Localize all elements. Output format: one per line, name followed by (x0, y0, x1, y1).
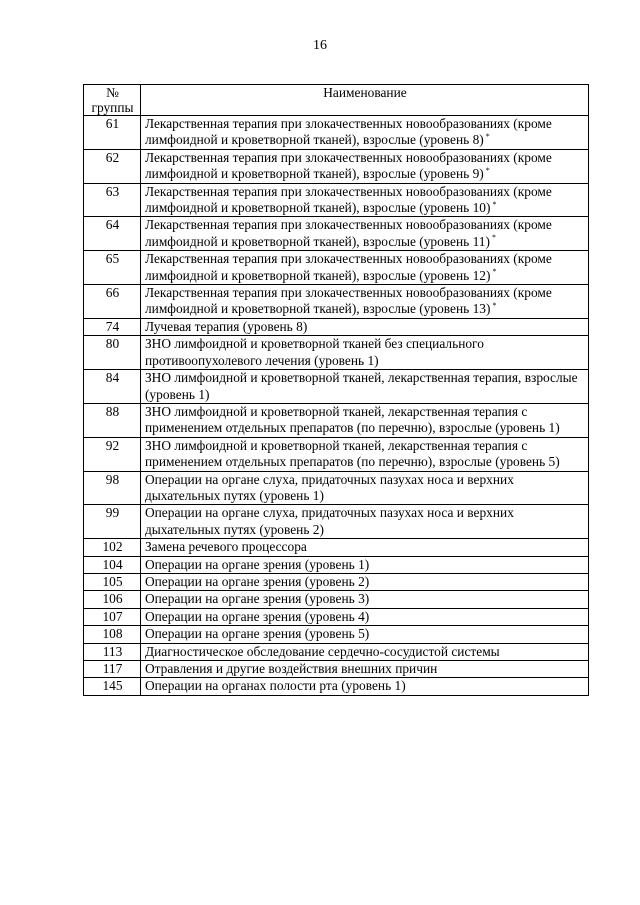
group-name-text: Лекарственная терапия при злокачественных новообразованиях (кроме лимфоидной и кроветворной тканей), взрослые (уровень 9) (144, 149, 552, 182)
group-number-cell: 74 (84, 318, 141, 335)
group-number-cell: 102 (84, 539, 141, 556)
group-name-cell (140, 251, 588, 285)
group-name-cell (140, 285, 588, 319)
table-row (84, 370, 589, 404)
group-name-text: Лучевая терапия (уровень 8) (144, 318, 308, 334)
group-name-cell (140, 573, 588, 590)
table-row (84, 437, 589, 471)
group-number-cell: 66 (84, 285, 141, 319)
group-number-cell: 108 (84, 626, 141, 643)
group-name-cell (140, 318, 588, 335)
group-name-cell (140, 661, 588, 678)
group-name-text: Операции на органе слуха, придаточных пазухах носа и верхних дыхательных путях (уровень 1) (144, 471, 514, 503)
group-name-cell (140, 556, 588, 573)
groups-table (83, 84, 589, 696)
group-number-cell: 105 (84, 573, 141, 590)
group-name-text: Операции на органе зрения (уровень 1) (144, 556, 370, 572)
table-row (84, 573, 589, 590)
group-name-text: Операции на органе зрения (уровень 3) (144, 591, 370, 607)
header-group-number (84, 85, 141, 116)
group-name-text: Диагностическое обследование сердечно-сосудистой системы (144, 643, 500, 659)
table-row (84, 285, 589, 319)
table-row (84, 471, 589, 505)
table-row (84, 336, 589, 370)
table-row (84, 556, 589, 573)
table-row (84, 149, 589, 183)
table-header-row (84, 85, 589, 116)
footnote-marker: * (485, 165, 490, 175)
group-name-cell (140, 608, 588, 625)
table-row (84, 591, 589, 608)
group-name-text: ЗНО лимфоидной и кроветворной тканей без специального противоопухолевого лечения (уровень 1) (144, 336, 484, 368)
header-number-sign: № (106, 85, 119, 100)
group-number-cell: 99 (84, 505, 141, 539)
group-number-cell: 63 (84, 183, 141, 217)
group-number-cell: 64 (84, 217, 141, 251)
table-row (84, 183, 589, 217)
group-name-text: ЗНО лимфоидной и кроветворной тканей, лекарственная терапия, взрослые (уровень 1) (144, 370, 578, 402)
group-name-cell (140, 626, 588, 643)
group-name-cell (140, 217, 588, 251)
group-name-text: ЗНО лимфоидной и кроветворной тканей, лекарственная терапия с применением отдельных препаратов (по перечню), взрослые (уровень 5) (144, 437, 560, 470)
group-name-text: Лекарственная терапия при злокачественных новообразованиях (кроме лимфоидной и кроветворной тканей), взрослые (уровень 10) (144, 183, 552, 216)
table-row (84, 403, 589, 437)
page-number: 16 (313, 38, 327, 53)
group-number-cell: 117 (84, 661, 141, 678)
group-name-cell (140, 678, 588, 695)
group-name-cell (140, 643, 588, 660)
group-number-cell: 107 (84, 608, 141, 625)
group-number-cell: 88 (84, 403, 141, 437)
group-name-text: Замена речевого процессора (144, 539, 307, 555)
table-row (84, 116, 589, 150)
group-name-text: Отравления и другие воздействия внешних причин (144, 661, 438, 676)
group-name-text: Операции на органе зрения (уровень 4) (144, 608, 370, 624)
footnote-marker: * (491, 233, 496, 243)
table-row (84, 505, 589, 539)
table-body (84, 116, 589, 696)
group-name-text: Лекарственная терапия при злокачественных новообразованиях (кроме лимфоидной и кроветворной тканей), взрослые (уровень 13) (144, 285, 552, 317)
table-row (84, 539, 589, 556)
group-number-cell: 113 (84, 643, 141, 660)
group-name-text: Лекарственная терапия при злокачественных новообразованиях (кроме лимфоидной и кроветворной тканей), взрослые (уровень 11) (144, 217, 552, 249)
group-name-text: Операции на органах полости рта (уровень 1) (144, 678, 406, 694)
group-number-cell: 80 (84, 336, 141, 370)
group-name-cell (140, 370, 588, 404)
group-number-cell: 84 (84, 370, 141, 404)
group-number-cell: 104 (84, 556, 141, 573)
group-name-text: Лекарственная терапия при злокачественных новообразованиях (кроме лимфоидной и кроветворной тканей), взрослые (уровень 12) (144, 251, 552, 283)
group-name-cell (140, 437, 588, 471)
group-name-cell (140, 149, 588, 183)
header-group-word: группы (91, 100, 134, 115)
group-name-cell (140, 591, 588, 608)
footnote-marker: * (492, 267, 497, 277)
group-name-cell (140, 403, 588, 437)
group-number-cell: 98 (84, 471, 141, 505)
table-row (84, 626, 589, 643)
header-name: Наименование (140, 85, 588, 116)
group-number-cell: 61 (84, 116, 141, 150)
footnote-marker: * (492, 301, 497, 310)
group-name-cell (140, 539, 588, 556)
table-row (84, 318, 589, 335)
group-number-cell: 106 (84, 591, 141, 608)
table-row (84, 678, 589, 695)
group-number-cell: 145 (84, 678, 141, 695)
table-row (84, 643, 589, 660)
group-name-cell (140, 336, 588, 370)
group-name-cell (140, 183, 588, 217)
table-row (84, 217, 589, 251)
group-number-cell: 62 (84, 149, 141, 183)
footnote-marker: * (485, 131, 490, 141)
group-name-cell (140, 116, 588, 150)
group-number-cell: 65 (84, 251, 141, 285)
group-name-cell (140, 471, 588, 505)
table-row (84, 661, 589, 678)
group-number-cell: 92 (84, 437, 141, 471)
group-name-text: ЗНО лимфоидной и кроветворной тканей, лекарственная терапия с применением отдельных препаратов (по перечню), взрослые (уровень 1) (144, 403, 560, 436)
table-row (84, 608, 589, 625)
footnote-marker: * (492, 199, 497, 209)
group-name-text: Операции на органе зрения (уровень 5) (144, 626, 370, 642)
table-row (84, 251, 589, 285)
group-name-text: Лекарственная терапия при злокачественных новообразованиях (кроме лимфоидной и кроветворной тканей), взрослые (уровень 8) (144, 116, 552, 148)
group-name-cell (140, 505, 588, 539)
group-name-text: Операции на органе зрения (уровень 2) (144, 573, 370, 589)
group-name-text: Операции на органе слуха, придаточных пазухах носа и верхних дыхательных путях (уровень 2) (144, 505, 514, 537)
